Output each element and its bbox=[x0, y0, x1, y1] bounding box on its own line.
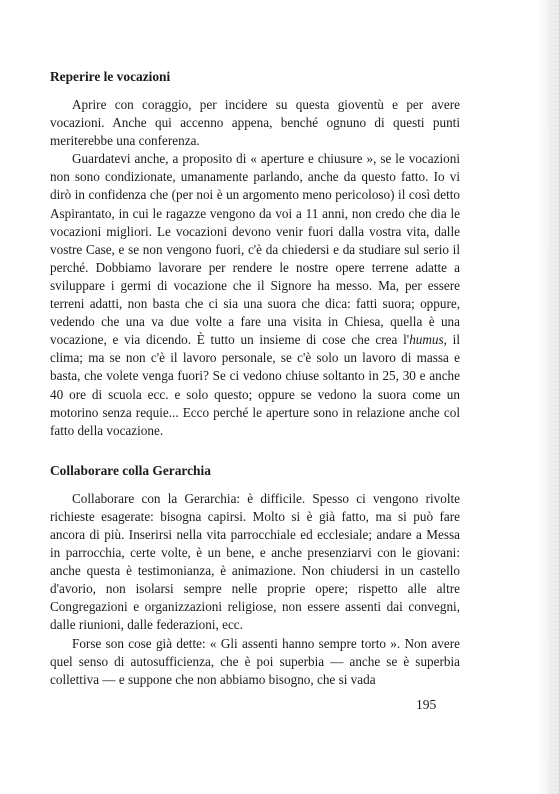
paragraph: Aprire con coraggio, per incidere su questa gioventù e per avere vocazioni. Anche qui accenno appena, benché ognuno di questi punti meriterebbe una conferenza. bbox=[50, 97, 460, 149]
italic-term: humus bbox=[409, 332, 444, 348]
section-heading-gerarchia: Collaborare colla Gerarchia bbox=[50, 462, 211, 478]
paragraph-text: , il clima; ma se non c'è il lavoro personale, se c'è solo un lavoro di massa e basta, che volete venga fuori? Se ci vedono chiuse soltanto in 25, 30 e anche 40 ore di scuola ecc. e solo questo; oppure se vedono la suora come un motorino senza requie... Ecco perché le aperture sono in relazione anche col fatto della vocazione. bbox=[50, 332, 460, 438]
page-body bbox=[50, 68, 460, 689]
page-edge-shadow bbox=[549, 0, 559, 794]
section-heading-vocazioni: Reperire le vocazioni bbox=[50, 69, 171, 84]
paragraph-text: Guardatevi anche, a proposito di « aperture e chiusure », se le vocazioni non sono condizionate, umanamente parlando, anche da questo fatto. Io vi dirò in confidenza che (per noi è un argomento meno pericoloso) il così detto Aspirantato, in cui le ragazze vengono da voi a 11 anni, non credo che dia le vocazioni migliori. Le vocazioni devono venir fuori dalla vostra vita, dalle vostre Case, e se non vengono fuori, c'è da chiedersi e da studiare sul serio il perché. Dobbiamo lavorare per rendere le nostre opere terrene adatte a sviluppare i germi di vocazione che il Signore ha messo. Ma, per essere terreni adatti, non basta che ci sia una suora che dica: fatti suora; oppure, vedendo che una va due volte a fare una visita in Chiesa, quella è una vocazione, e via dicendo. È tutto un insieme di cose che crea l' bbox=[50, 151, 460, 348]
page-number: 195 bbox=[416, 697, 437, 712]
paragraph: Forse son cose già dette: « Gli assenti hanno sempre torto ». Non avere quel senso di autosufficienza, che è poi superbia — anche se è superbia collettiva — e suppone che non abbiamo bisogno, che si vada bbox=[50, 635, 460, 687]
paragraph bbox=[50, 150, 460, 440]
paragraph: Collaborare con la Gerarchia: è difficile. Spesso ci vengono rivolte richieste esagerate: bisogna capirsi. Molto si è già fatto, ma si può fare ancora di più. Inserirsi nella vita parrocchiale ed ecclesiale; andare a Messa in parrocchia, certe volte, è un bene, e anche presenziarvi con le giovani: anche questa è testimonianza, è animazione. Non chiudersi in un castello d'avorio, non isolarsi sempre nelle proprie opere; rispetto alle altre Congregazioni e organizzazioni religiose, non essere assenti dai convegni, dalle riunioni, dalle federazioni, ecc. bbox=[50, 490, 460, 633]
